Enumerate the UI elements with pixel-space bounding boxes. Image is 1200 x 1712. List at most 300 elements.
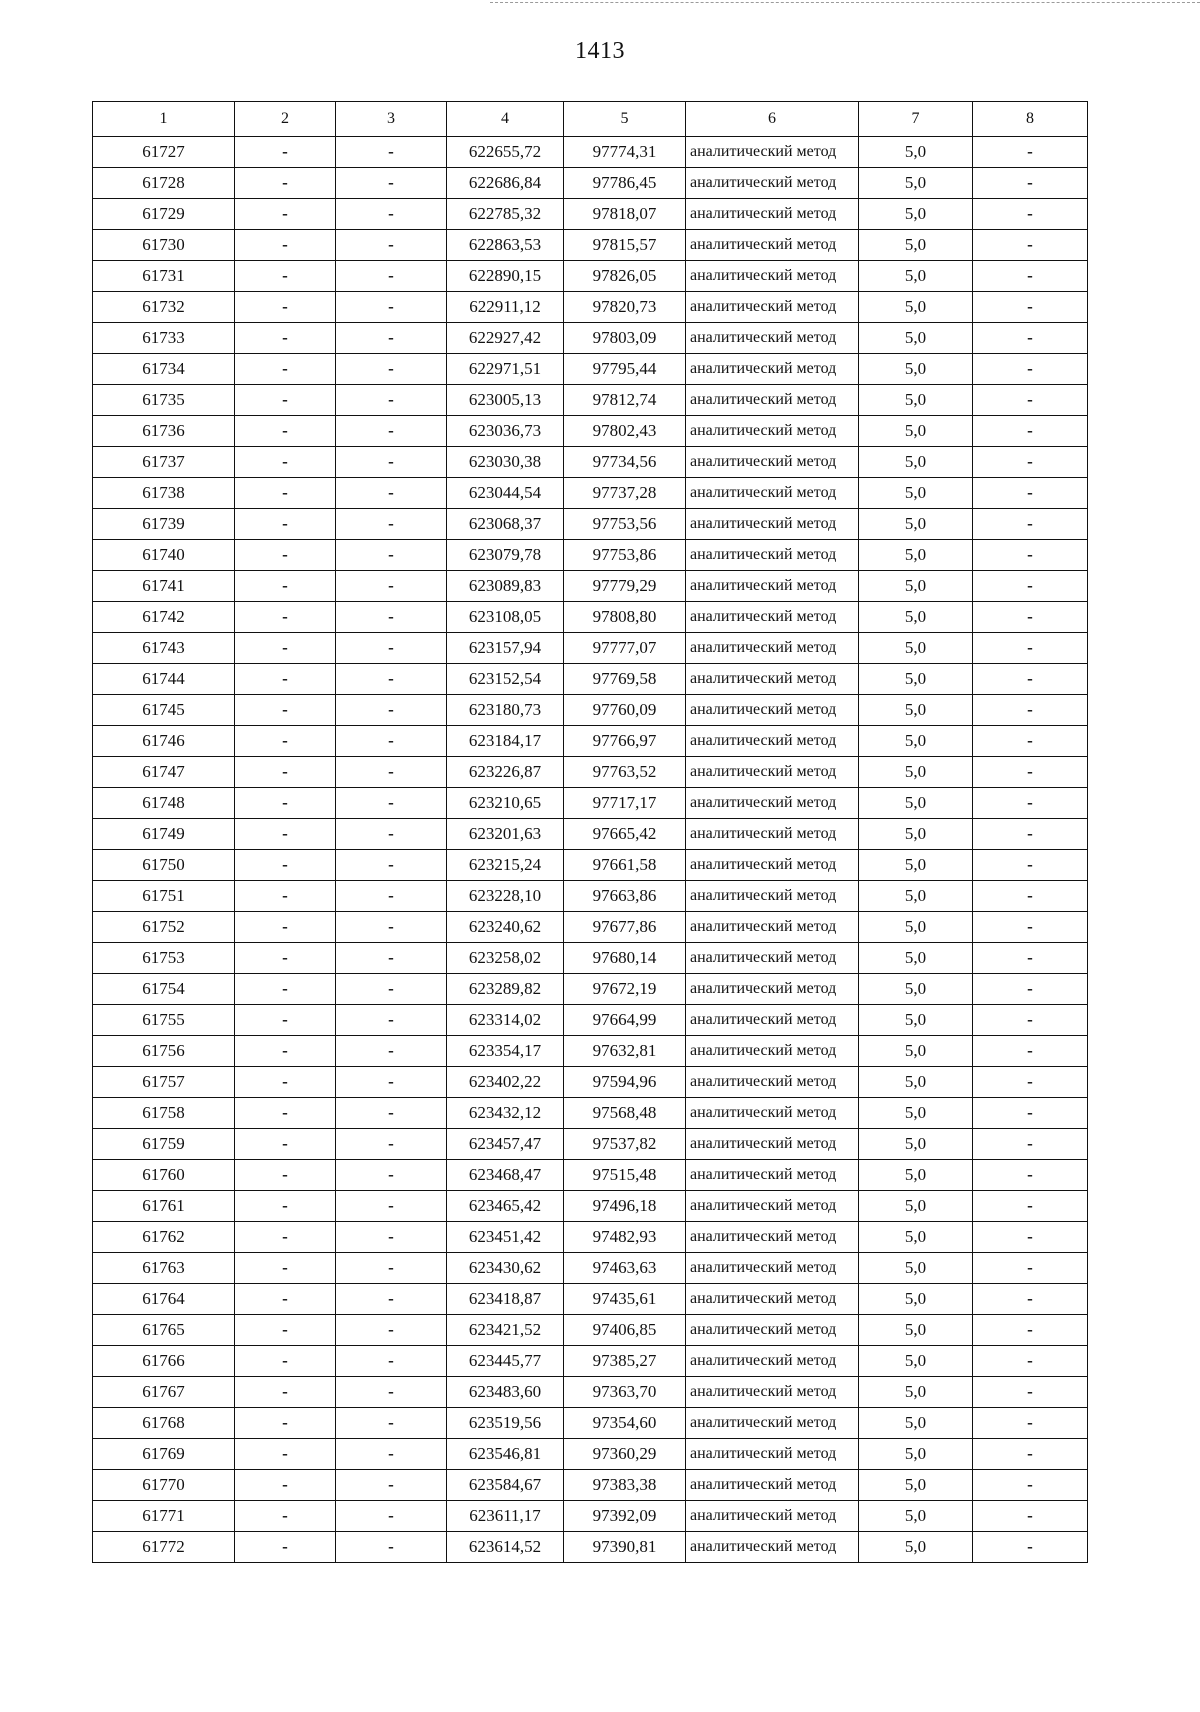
accuracy-cell: 5,0 (859, 1470, 973, 1501)
table-row (93, 540, 1088, 571)
col3-cell: - (336, 1439, 447, 1470)
col3-cell: - (336, 726, 447, 757)
x-coordinate-cell: 622927,42 (447, 323, 564, 354)
table-row (93, 664, 1088, 695)
col3-cell: - (336, 1470, 447, 1501)
col8-cell: - (973, 1346, 1088, 1377)
x-coordinate-cell: 623430,62 (447, 1253, 564, 1284)
col8-cell: - (973, 354, 1088, 385)
col2-cell: - (235, 168, 336, 199)
table-row (93, 819, 1088, 850)
col8-cell: - (973, 1470, 1088, 1501)
col8-cell: - (973, 1222, 1088, 1253)
y-coordinate-cell: 97663,86 (564, 881, 686, 912)
y-coordinate-cell: 97482,93 (564, 1222, 686, 1253)
table-row (93, 1532, 1088, 1563)
y-coordinate-cell: 97392,09 (564, 1501, 686, 1532)
column-header: 4 (447, 102, 564, 137)
col2-cell: - (235, 633, 336, 664)
accuracy-cell: 5,0 (859, 261, 973, 292)
accuracy-cell: 5,0 (859, 881, 973, 912)
col2-cell: - (235, 1191, 336, 1222)
col8-cell: - (973, 1501, 1088, 1532)
col8-cell: - (973, 943, 1088, 974)
point-number-cell: 61750 (93, 850, 235, 881)
table-row (93, 1160, 1088, 1191)
point-number-cell: 61739 (93, 509, 235, 540)
col3-cell: - (336, 633, 447, 664)
accuracy-cell: 5,0 (859, 540, 973, 571)
table-row (93, 509, 1088, 540)
point-number-cell: 61763 (93, 1253, 235, 1284)
accuracy-cell: 5,0 (859, 137, 973, 168)
col3-cell: - (336, 695, 447, 726)
col2-cell: - (235, 1501, 336, 1532)
accuracy-cell: 5,0 (859, 664, 973, 695)
column-header: 7 (859, 102, 973, 137)
table-row (93, 850, 1088, 881)
column-header: 2 (235, 102, 336, 137)
col8-cell: - (973, 1253, 1088, 1284)
y-coordinate-cell: 97515,48 (564, 1160, 686, 1191)
method-cell: аналитический метод (686, 1036, 859, 1067)
col2-cell: - (235, 230, 336, 261)
table-row (93, 323, 1088, 354)
x-coordinate-cell: 623228,10 (447, 881, 564, 912)
table-row (93, 1253, 1088, 1284)
method-cell: аналитический метод (686, 602, 859, 633)
accuracy-cell: 5,0 (859, 478, 973, 509)
col3-cell: - (336, 323, 447, 354)
accuracy-cell: 5,0 (859, 1036, 973, 1067)
table-row (93, 1470, 1088, 1501)
method-cell: аналитический метод (686, 1191, 859, 1222)
col8-cell: - (973, 137, 1088, 168)
y-coordinate-cell: 97812,74 (564, 385, 686, 416)
y-coordinate-cell: 97737,28 (564, 478, 686, 509)
method-cell: аналитический метод (686, 788, 859, 819)
accuracy-cell: 5,0 (859, 1346, 973, 1377)
y-coordinate-cell: 97463,63 (564, 1253, 686, 1284)
col3-cell: - (336, 881, 447, 912)
point-number-cell: 61769 (93, 1439, 235, 1470)
method-cell: аналитический метод (686, 1408, 859, 1439)
column-header: 8 (973, 102, 1088, 137)
table-row (93, 1005, 1088, 1036)
table-row (93, 385, 1088, 416)
accuracy-cell: 5,0 (859, 602, 973, 633)
point-number-cell: 61743 (93, 633, 235, 664)
col3-cell: - (336, 1129, 447, 1160)
col2-cell: - (235, 1005, 336, 1036)
col2-cell: - (235, 1098, 336, 1129)
x-coordinate-cell: 623418,87 (447, 1284, 564, 1315)
x-coordinate-cell: 623445,77 (447, 1346, 564, 1377)
accuracy-cell: 5,0 (859, 757, 973, 788)
point-number-cell: 61747 (93, 757, 235, 788)
method-cell: аналитический метод (686, 385, 859, 416)
x-coordinate-cell: 623465,42 (447, 1191, 564, 1222)
col3-cell: - (336, 1222, 447, 1253)
x-coordinate-cell: 623611,17 (447, 1501, 564, 1532)
point-number-cell: 61764 (93, 1284, 235, 1315)
col2-cell: - (235, 1253, 336, 1284)
y-coordinate-cell: 97661,58 (564, 850, 686, 881)
y-coordinate-cell: 97717,17 (564, 788, 686, 819)
point-number-cell: 61728 (93, 168, 235, 199)
y-coordinate-cell: 97360,29 (564, 1439, 686, 1470)
y-coordinate-cell: 97766,97 (564, 726, 686, 757)
col3-cell: - (336, 199, 447, 230)
method-cell: аналитический метод (686, 168, 859, 199)
col3-cell: - (336, 757, 447, 788)
point-number-cell: 61758 (93, 1098, 235, 1129)
method-cell: аналитический метод (686, 757, 859, 788)
col8-cell: - (973, 261, 1088, 292)
method-cell: аналитический метод (686, 1129, 859, 1160)
col8-cell: - (973, 633, 1088, 664)
col3-cell: - (336, 1284, 447, 1315)
method-cell: аналитический метод (686, 1315, 859, 1346)
method-cell: аналитический метод (686, 664, 859, 695)
method-cell: аналитический метод (686, 1222, 859, 1253)
y-coordinate-cell: 97820,73 (564, 292, 686, 323)
point-number-cell: 61744 (93, 664, 235, 695)
accuracy-cell: 5,0 (859, 1408, 973, 1439)
method-cell: аналитический метод (686, 1005, 859, 1036)
y-coordinate-cell: 97390,81 (564, 1532, 686, 1563)
accuracy-cell: 5,0 (859, 1222, 973, 1253)
col8-cell: - (973, 571, 1088, 602)
accuracy-cell: 5,0 (859, 1067, 973, 1098)
accuracy-cell: 5,0 (859, 943, 973, 974)
y-coordinate-cell: 97568,48 (564, 1098, 686, 1129)
point-number-cell: 61759 (93, 1129, 235, 1160)
col2-cell: - (235, 788, 336, 819)
col2-cell: - (235, 1129, 336, 1160)
col3-cell: - (336, 1501, 447, 1532)
accuracy-cell: 5,0 (859, 1284, 973, 1315)
point-number-cell: 61765 (93, 1315, 235, 1346)
accuracy-cell: 5,0 (859, 230, 973, 261)
point-number-cell: 61751 (93, 881, 235, 912)
x-coordinate-cell: 623210,65 (447, 788, 564, 819)
col8-cell: - (973, 323, 1088, 354)
method-cell: аналитический метод (686, 912, 859, 943)
y-coordinate-cell: 97769,58 (564, 664, 686, 695)
col8-cell: - (973, 1036, 1088, 1067)
y-coordinate-cell: 97818,07 (564, 199, 686, 230)
coordinates-table (92, 101, 1088, 1563)
point-number-cell: 61771 (93, 1501, 235, 1532)
table-row (93, 633, 1088, 664)
method-cell: аналитический метод (686, 199, 859, 230)
x-coordinate-cell: 623180,73 (447, 695, 564, 726)
y-coordinate-cell: 97594,96 (564, 1067, 686, 1098)
column-header: 1 (93, 102, 235, 137)
method-cell: аналитический метод (686, 695, 859, 726)
table-row (93, 1191, 1088, 1222)
y-coordinate-cell: 97795,44 (564, 354, 686, 385)
col3-cell: - (336, 974, 447, 1005)
method-cell: аналитический метод (686, 540, 859, 571)
y-coordinate-cell: 97815,57 (564, 230, 686, 261)
x-coordinate-cell: 622655,72 (447, 137, 564, 168)
table-row (93, 416, 1088, 447)
x-coordinate-cell: 623152,54 (447, 664, 564, 695)
col8-cell: - (973, 1067, 1088, 1098)
method-cell: аналитический метод (686, 943, 859, 974)
y-coordinate-cell: 97632,81 (564, 1036, 686, 1067)
accuracy-cell: 5,0 (859, 695, 973, 726)
col8-cell: - (973, 850, 1088, 881)
y-coordinate-cell: 97808,80 (564, 602, 686, 633)
col2-cell: - (235, 1284, 336, 1315)
point-number-cell: 61736 (93, 416, 235, 447)
point-number-cell: 61741 (93, 571, 235, 602)
point-number-cell: 61760 (93, 1160, 235, 1191)
method-cell: аналитический метод (686, 509, 859, 540)
col2-cell: - (235, 850, 336, 881)
point-number-cell: 61742 (93, 602, 235, 633)
point-number-cell: 61732 (93, 292, 235, 323)
x-coordinate-cell: 623432,12 (447, 1098, 564, 1129)
method-cell: аналитический метод (686, 1067, 859, 1098)
table-row (93, 1036, 1088, 1067)
col3-cell: - (336, 1346, 447, 1377)
x-coordinate-cell: 623402,22 (447, 1067, 564, 1098)
col8-cell: - (973, 168, 1088, 199)
y-coordinate-cell: 97354,60 (564, 1408, 686, 1439)
col8-cell: - (973, 1377, 1088, 1408)
method-cell: аналитический метод (686, 1098, 859, 1129)
col8-cell: - (973, 912, 1088, 943)
col8-cell: - (973, 1005, 1088, 1036)
col8-cell: - (973, 1315, 1088, 1346)
accuracy-cell: 5,0 (859, 1377, 973, 1408)
table-row (93, 726, 1088, 757)
x-coordinate-cell: 623546,81 (447, 1439, 564, 1470)
method-cell: аналитический метод (686, 1284, 859, 1315)
table-row (93, 1098, 1088, 1129)
col3-cell: - (336, 602, 447, 633)
accuracy-cell: 5,0 (859, 1098, 973, 1129)
method-cell: аналитический метод (686, 633, 859, 664)
table-body (93, 137, 1088, 1563)
col2-cell: - (235, 943, 336, 974)
x-coordinate-cell: 623184,17 (447, 726, 564, 757)
point-number-cell: 61749 (93, 819, 235, 850)
accuracy-cell: 5,0 (859, 1253, 973, 1284)
col8-cell: - (973, 230, 1088, 261)
col3-cell: - (336, 1067, 447, 1098)
method-cell: аналитический метод (686, 1501, 859, 1532)
col2-cell: - (235, 912, 336, 943)
col2-cell: - (235, 819, 336, 850)
x-coordinate-cell: 623068,37 (447, 509, 564, 540)
method-cell: аналитический метод (686, 974, 859, 1005)
col2-cell: - (235, 1377, 336, 1408)
y-coordinate-cell: 97363,70 (564, 1377, 686, 1408)
col3-cell: - (336, 850, 447, 881)
table-row (93, 199, 1088, 230)
col8-cell: - (973, 199, 1088, 230)
col2-cell: - (235, 447, 336, 478)
method-cell: аналитический метод (686, 726, 859, 757)
method-cell: аналитический метод (686, 230, 859, 261)
col2-cell: - (235, 1346, 336, 1377)
x-coordinate-cell: 623036,73 (447, 416, 564, 447)
accuracy-cell: 5,0 (859, 726, 973, 757)
y-coordinate-cell: 97672,19 (564, 974, 686, 1005)
table-row (93, 1346, 1088, 1377)
col2-cell: - (235, 1222, 336, 1253)
x-coordinate-cell: 623584,67 (447, 1470, 564, 1501)
point-number-cell: 61735 (93, 385, 235, 416)
col3-cell: - (336, 1532, 447, 1563)
y-coordinate-cell: 97385,27 (564, 1346, 686, 1377)
col2-cell: - (235, 1470, 336, 1501)
col3-cell: - (336, 478, 447, 509)
col2-cell: - (235, 571, 336, 602)
col8-cell: - (973, 447, 1088, 478)
table-row (93, 1284, 1088, 1315)
point-number-cell: 61740 (93, 540, 235, 571)
col3-cell: - (336, 1036, 447, 1067)
col3-cell: - (336, 292, 447, 323)
col8-cell: - (973, 292, 1088, 323)
col3-cell: - (336, 137, 447, 168)
x-coordinate-cell: 623483,60 (447, 1377, 564, 1408)
method-cell: аналитический метод (686, 1160, 859, 1191)
col3-cell: - (336, 447, 447, 478)
method-cell: аналитический метод (686, 571, 859, 602)
point-number-cell: 61772 (93, 1532, 235, 1563)
table-row (93, 137, 1088, 168)
x-coordinate-cell: 623258,02 (447, 943, 564, 974)
y-coordinate-cell: 97537,82 (564, 1129, 686, 1160)
col8-cell: - (973, 1160, 1088, 1191)
col8-cell: - (973, 385, 1088, 416)
y-coordinate-cell: 97753,56 (564, 509, 686, 540)
col2-cell: - (235, 1036, 336, 1067)
table-row (93, 695, 1088, 726)
point-number-cell: 61762 (93, 1222, 235, 1253)
col8-cell: - (973, 664, 1088, 695)
accuracy-cell: 5,0 (859, 199, 973, 230)
x-coordinate-cell: 623468,47 (447, 1160, 564, 1191)
col3-cell: - (336, 788, 447, 819)
method-cell: аналитический метод (686, 819, 859, 850)
accuracy-cell: 5,0 (859, 1191, 973, 1222)
table-row (93, 1315, 1088, 1346)
method-cell: аналитический метод (686, 416, 859, 447)
x-coordinate-cell: 623451,42 (447, 1222, 564, 1253)
table-row (93, 1377, 1088, 1408)
method-cell: аналитический метод (686, 1253, 859, 1284)
col2-cell: - (235, 974, 336, 1005)
x-coordinate-cell: 623226,87 (447, 757, 564, 788)
x-coordinate-cell: 623108,05 (447, 602, 564, 633)
y-coordinate-cell: 97802,43 (564, 416, 686, 447)
col8-cell: - (973, 1284, 1088, 1315)
point-number-cell: 61757 (93, 1067, 235, 1098)
x-coordinate-cell: 622686,84 (447, 168, 564, 199)
accuracy-cell: 5,0 (859, 1439, 973, 1470)
y-coordinate-cell: 97406,85 (564, 1315, 686, 1346)
table-row (93, 230, 1088, 261)
col3-cell: - (336, 354, 447, 385)
accuracy-cell: 5,0 (859, 1501, 973, 1532)
y-coordinate-cell: 97777,07 (564, 633, 686, 664)
point-number-cell: 61768 (93, 1408, 235, 1439)
col8-cell: - (973, 540, 1088, 571)
accuracy-cell: 5,0 (859, 292, 973, 323)
accuracy-cell: 5,0 (859, 633, 973, 664)
point-number-cell: 61770 (93, 1470, 235, 1501)
col3-cell: - (336, 1315, 447, 1346)
col2-cell: - (235, 478, 336, 509)
method-cell: аналитический метод (686, 1532, 859, 1563)
col8-cell: - (973, 819, 1088, 850)
accuracy-cell: 5,0 (859, 912, 973, 943)
x-coordinate-cell: 623519,56 (447, 1408, 564, 1439)
col8-cell: - (973, 974, 1088, 1005)
point-number-cell: 61730 (93, 230, 235, 261)
col2-cell: - (235, 509, 336, 540)
col2-cell: - (235, 137, 336, 168)
accuracy-cell: 5,0 (859, 416, 973, 447)
col3-cell: - (336, 912, 447, 943)
col2-cell: - (235, 1532, 336, 1563)
table-row (93, 912, 1088, 943)
x-coordinate-cell: 622785,32 (447, 199, 564, 230)
accuracy-cell: 5,0 (859, 571, 973, 602)
point-number-cell: 61761 (93, 1191, 235, 1222)
table-row (93, 168, 1088, 199)
column-header: 6 (686, 102, 859, 137)
accuracy-cell: 5,0 (859, 819, 973, 850)
x-coordinate-cell: 623240,62 (447, 912, 564, 943)
col2-cell: - (235, 1439, 336, 1470)
col8-cell: - (973, 478, 1088, 509)
y-coordinate-cell: 97760,09 (564, 695, 686, 726)
col2-cell: - (235, 1160, 336, 1191)
accuracy-cell: 5,0 (859, 354, 973, 385)
col8-cell: - (973, 1191, 1088, 1222)
table-row (93, 354, 1088, 385)
col2-cell: - (235, 292, 336, 323)
column-header: 3 (336, 102, 447, 137)
accuracy-cell: 5,0 (859, 1129, 973, 1160)
col8-cell: - (973, 695, 1088, 726)
table-row (93, 1129, 1088, 1160)
point-number-cell: 61745 (93, 695, 235, 726)
point-number-cell: 61738 (93, 478, 235, 509)
col3-cell: - (336, 1098, 447, 1129)
table-row (93, 602, 1088, 633)
col2-cell: - (235, 726, 336, 757)
point-number-cell: 61734 (93, 354, 235, 385)
table-row (93, 1067, 1088, 1098)
col2-cell: - (235, 1067, 336, 1098)
col3-cell: - (336, 416, 447, 447)
table-row (93, 1439, 1088, 1470)
col2-cell: - (235, 602, 336, 633)
col3-cell: - (336, 819, 447, 850)
point-number-cell: 61731 (93, 261, 235, 292)
col2-cell: - (235, 261, 336, 292)
